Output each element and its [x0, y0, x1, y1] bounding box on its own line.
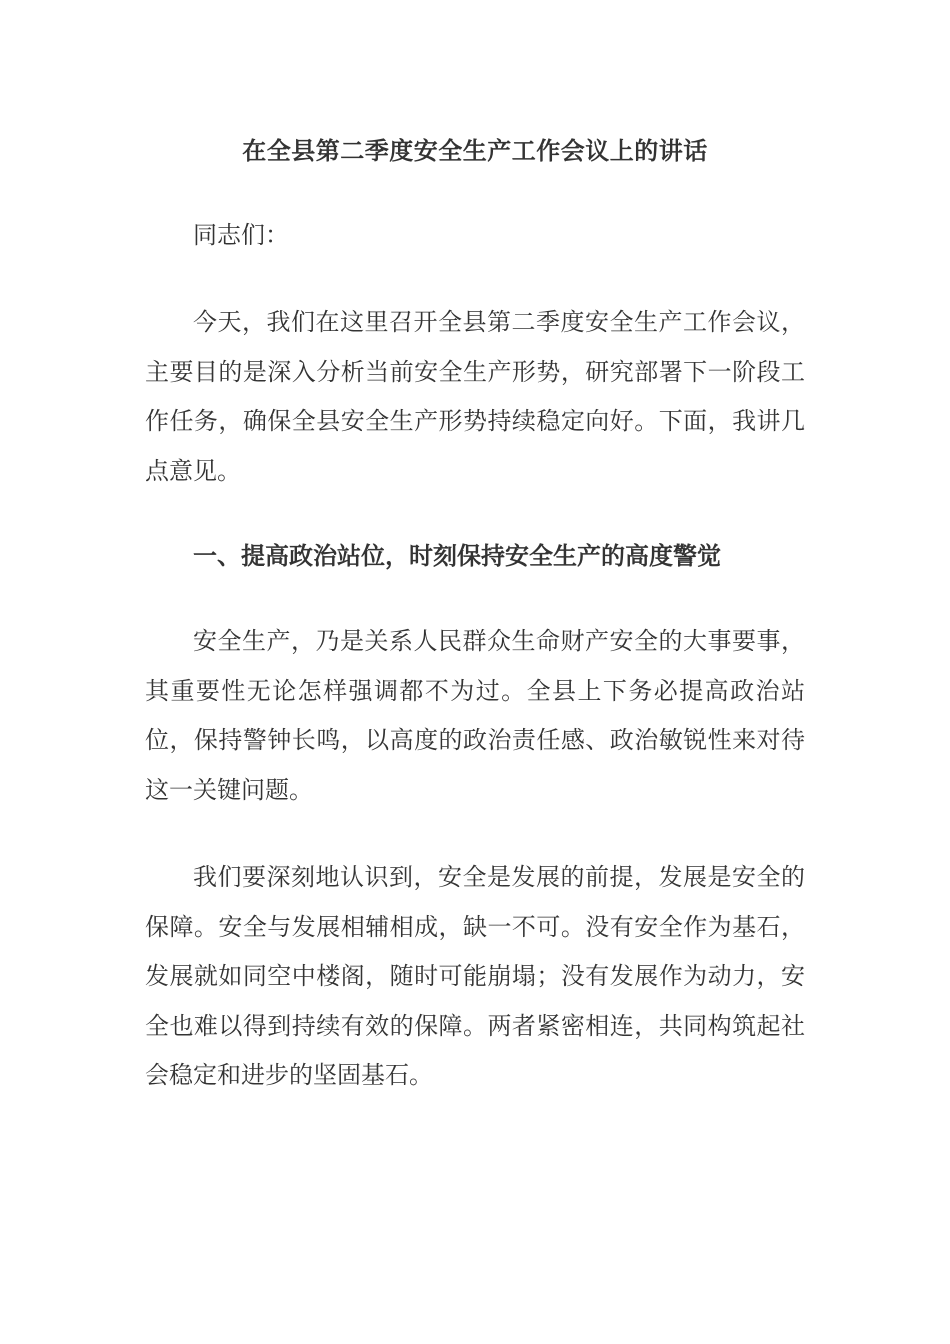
document-title: 在全县第二季度安全生产工作会议上的讲话 [242, 137, 708, 165]
salutation: 同志们： [193, 221, 289, 249]
section-heading-1: 一、提高政治站位，时刻保持安全生产的高度警觉 [193, 542, 721, 570]
paragraph-safety-development: 我们要深刻地认识到，安全是发展的前提，发展是安全的保障。安全与发展相辅相成，缺一不可。没有安全作为基石，发展就如同空中楼阁，随时可能崩塌；没有发展作为动力，安全也难以得到持续有效的保障。两者紧密相连，共同构筑起社会稳定和进步的坚固基石。 [145, 863, 805, 1089]
paragraph-intro: 今天，我们在这里召开全县第二季度安全生产工作会议，主要目的是深入分析当前安全生产形势，研究部署下一阶段工作任务，确保全县安全生产形势持续稳定向好。下面，我讲几点意见。 [145, 308, 805, 485]
paragraph-safety-importance: 安全生产，乃是关系人民群众生命财产安全的大事要事，其重要性无论怎样强调都不为过。全县上下务必提高政治站位，保持警钟长鸣，以高度的政治责任感、政治敏锐性来对待这一关键问题。 [145, 627, 805, 804]
